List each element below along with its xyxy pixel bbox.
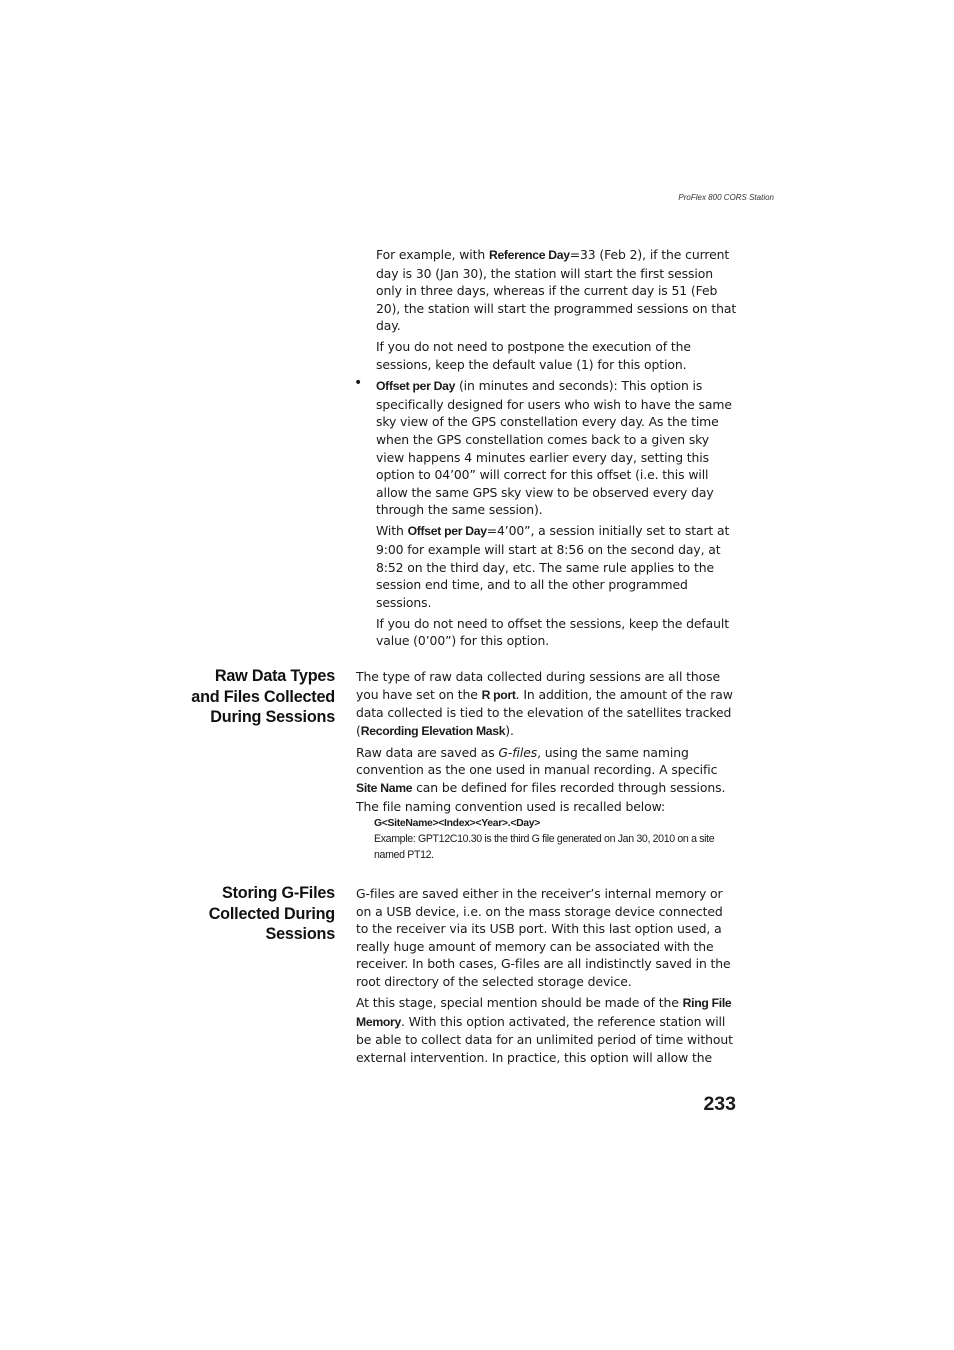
raw-data-section — [356, 668, 738, 819]
paragraph-raw-data-types: The type of raw data collected during sessions are all those you have set on the R port. In addition, the amount of the raw data collected is tied to the elevation of the satellites tracked (Recording Elevation Mask). — [356, 669, 733, 738]
section-heading-raw-data: Raw Data Types and Files Collected During Sessions — [191, 667, 335, 727]
paragraph-ring-file-memory: At this stage, special mention should be made of the Ring File Memory. With this option activated, the reference station will be able to collect data for an unlimited period of time without external intervention. In practice, this option will allow the — [356, 995, 733, 1065]
paragraph-g-files-naming: Raw data are saved as G-files, using the same naming convention as the one used in manual recording. A specific Site Name can be defined for files recorded through sessions. The file naming convention used is recalled below: — [356, 744, 726, 814]
paragraph-postpone-default: If you do not need to postpone the execution of the sessions, keep the default value (1) for this option. — [376, 339, 691, 373]
top-section — [376, 246, 738, 654]
paragraph-offset-example: With Offset per Day=4’00”, a session initially set to start at 9:00 for example will start at 8:56 on the second day, at 8:52 on the third day, etc. The same rule applies to the session end time, and to all the other programmed sessions. — [376, 523, 730, 610]
paragraph-offset-per-day: Offset per Day (in minutes and seconds): This option is specifically designed for users who wish to have the same sky view of the GPS constellation every day. As the time when the GPS constellation comes back to a given sky view happens 4 minutes earlier every day, setting this option to 04’00” will correct for this offset (i.e. this will allow the same GPS sky view to be observed every day through the same session). — [376, 378, 732, 518]
naming-example: Example: GPT12C10.30 is the third G file generated on Jan 30, 2010 on a site named PT12. — [374, 833, 715, 861]
storing-section — [356, 885, 738, 1070]
bullet-marker: • — [354, 375, 363, 391]
keyword-site-name: Site Name — [356, 781, 413, 796]
keyword-recording-elevation-mask: Recording Elevation Mask — [360, 723, 506, 738]
keyword-reference-day: Reference Day — [488, 248, 570, 262]
paragraph-reference-day: For example, with Reference Day=33 (Feb 2), if the current day is 30 (Jan 30), the station will start the first session only in three days, whereas if the current day is 51 (Feb 20), the station will start the programmed sessions on that day. — [376, 247, 737, 334]
page-number: 233 — [703, 1093, 736, 1115]
keyword-ring-file-memory: Ring File Memory — [356, 996, 732, 1029]
keyword-r-port: R port — [481, 687, 516, 702]
section-heading-storing-g-files: Storing G-Files Collected During Sessions — [208, 884, 335, 944]
running-header: ProFlex 800 CORS Station — [678, 193, 774, 202]
keyword-offset-per-day: Offset per Day — [407, 524, 487, 539]
file-naming-format: G<SiteName><Index><Year>.<Day> — [374, 818, 541, 829]
naming-convention-block — [374, 816, 738, 863]
keyword-offset-per-day: Offset per Day — [376, 379, 456, 394]
paragraph-storage-location: G-files are saved either in the receiver’s internal memory or on a USB device, i.e. on the mass storage device connected to the receiver via its USB port. With this last option used, a really huge amount of memory can be associated with the receiver. In both cases, G-files are all indistinctly saved in the root directory of the selected storage device. — [356, 886, 731, 989]
paragraph-offset-default: If you do not need to offset the sessions, keep the default value (0’00”) for this option. — [376, 615, 729, 649]
